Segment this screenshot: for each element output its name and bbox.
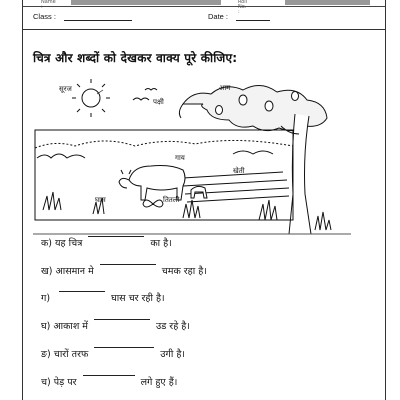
question-text-before: पेड़ पर [53,377,77,388]
question-text-after: उगी है। [160,349,185,360]
label-butterfly: तितली [163,196,180,204]
answer-blank[interactable] [100,264,156,265]
answer-blank[interactable] [88,236,144,237]
roll-label: Roll No. : [238,0,248,15]
worksheet-page [22,0,386,400]
question-text-after: चमक रहा है। [161,266,207,277]
question-number: ख) [41,266,53,277]
answer-blank[interactable] [83,375,135,376]
label-cow: गाय [175,154,185,162]
date-field[interactable] [236,12,270,21]
question-number: ङ) [41,349,51,360]
label-grass: घास [95,196,106,204]
question-text-after: का है। [150,238,172,249]
header-top-strip [23,0,385,15]
question-ga [41,291,165,304]
answer-blank[interactable] [59,291,105,292]
worksheet-title: चित्र और शब्दों को देखकर वाक्य पूरे कीजिए: [33,51,238,65]
question-text-before: आसमान मे [55,266,94,277]
question-ka [41,236,172,249]
header-divider [23,29,385,30]
question-nga [41,347,185,360]
roll-field[interactable] [285,0,370,5]
question-text-after: घास चर रही है। [111,293,165,304]
question-number: घ) [41,321,51,332]
question-text-before: यह चित्र [55,238,83,249]
question-number: ग) [41,293,51,304]
answer-blank[interactable] [94,319,150,320]
class-field[interactable] [64,12,132,21]
class-row [33,12,132,21]
answer-blank[interactable] [94,347,154,348]
date-row [208,12,270,21]
question-cha [41,375,177,388]
date-label: Date : [208,12,229,21]
cow-drawing [119,166,185,201]
question-text-after: उड रहे है। [156,321,190,332]
question-text-after: लगे हुए हैं। [140,377,178,388]
question-text-before: आकाश में [53,321,88,332]
label-sun: सूरज [59,85,72,93]
sun-drawing [72,79,110,117]
question-text-before: चारों तरफ [53,349,89,360]
name-label: Name : [41,0,56,10]
class-label: Class : [33,12,56,21]
butterfly-drawing [143,200,163,207]
question-gha [41,319,190,332]
label-mango: आम [219,84,231,92]
question-kha [41,264,207,277]
name-field[interactable] [71,0,221,5]
question-number: क) [41,238,53,249]
label-field: खेती [233,167,245,175]
scene-illustration [33,74,351,240]
label-bird: पक्षी [153,98,164,106]
question-number: च) [41,377,51,388]
